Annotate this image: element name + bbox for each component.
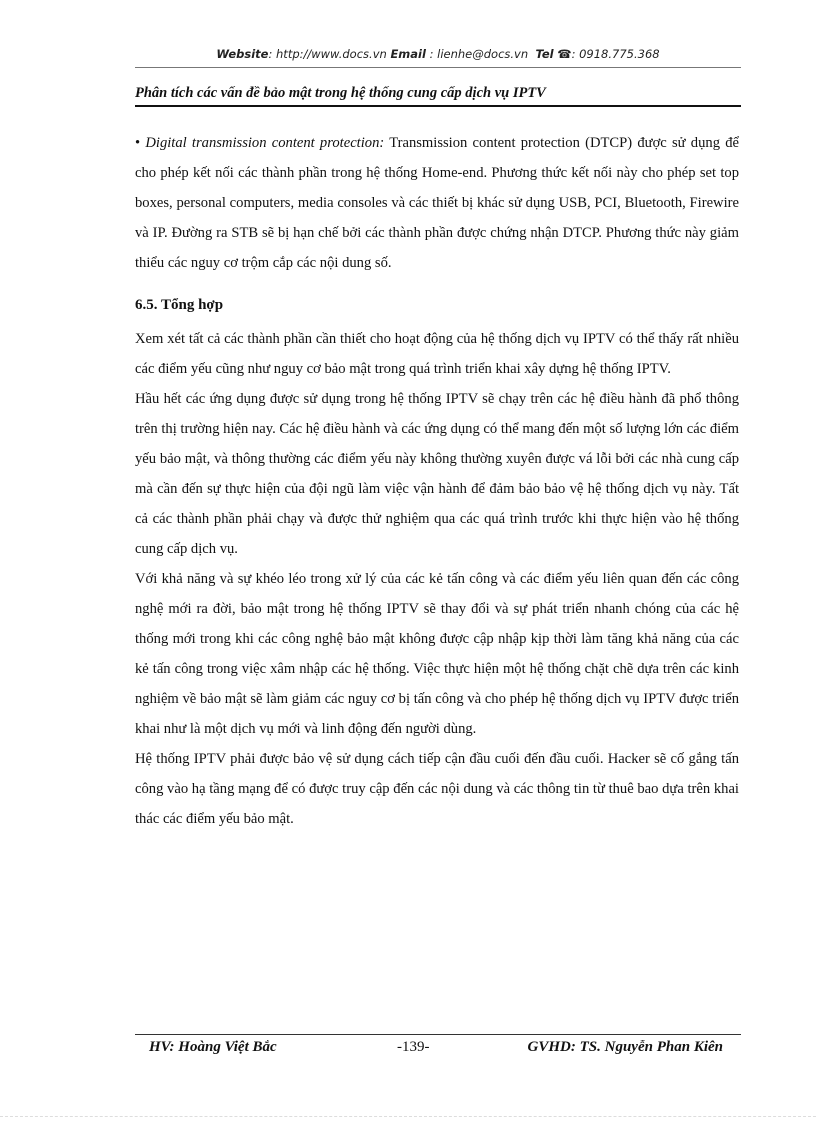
website-sep: : bbox=[268, 47, 277, 61]
email-label: Email bbox=[390, 47, 426, 61]
bullet-term: Digital transmission content protection: bbox=[145, 135, 385, 151]
tel-value: 0918.775.368 bbox=[579, 47, 660, 61]
footer-author: HV: Hoàng Việt Bắc bbox=[149, 1039, 277, 1055]
tel-sep: : bbox=[571, 47, 580, 61]
website-label: Website bbox=[216, 47, 269, 61]
paragraph: Xem xét tất cả các thành phần cần thiết cho hoạt động của hệ thống dịch vụ IPTV có thể thấy rất nhiều các điểm yếu cũng như nguy cơ bảo mật trong quá trình triển khai xây dựng hệ thống IPTV. bbox=[135, 331, 739, 377]
paragraph: Với khả năng và sự khéo léo trong xử lý của các kẻ tấn công và các điểm yếu liên quan đến các công nghệ mới ra đời, bảo mật trong hệ thống IPTV sẽ thay đổi và sự phát triển nhanh chóng của các hệ thống mới trong khi các công nghệ bảo mật không được cập nhập kịp thời làm tăng khả năng của các kẻ tấn công trong việc xâm nhập các hệ thống. Việc thực hiện một hệ thống chặt chẽ dựa trên các kinh nghiệm về bảo mật sẽ làm giảm các nguy cơ bị tấn công và cho phép hệ thống dịch vụ IPTV được triển khai như là một dịch vụ mới và linh động đến người dùng. bbox=[135, 571, 739, 737]
document-body bbox=[135, 128, 739, 834]
page-number: -139- bbox=[397, 1039, 430, 1055]
bullet-paragraph bbox=[135, 128, 739, 278]
section-heading: 6.5. Tổng hợp bbox=[135, 297, 224, 313]
footer-divider bbox=[135, 1034, 741, 1035]
paragraph: Hầu hết các ứng dụng được sử dụng trong hệ thống IPTV sẽ chạy trên các hệ điều hành đã phổ thông trên thị trường hiện nay. Các hệ điều hành và các ứng dụng có thể mang đến một số lượng lớn các điểm yếu bảo mật, và thông thường các điểm yếu này không thường xuyên được vá lỗi bởi các nhà cung cấp mà cần đến sự thực hiện của đội ngũ làm việc vận hành để đảm bảo bảo vệ hệ thống dịch vụ này. Tất cả các thành phần phải chạy và được thử nghiệm qua các quá trình trước khi thực hiện vào hệ thống cung cấp dịch vụ. bbox=[135, 391, 739, 557]
website-url[interactable]: http://www.docs.vn bbox=[276, 47, 387, 61]
page-edge bbox=[0, 1116, 816, 1117]
bullet-text: Transmission content protection (DTCP) được sử dụng để cho phép kết nối các thành phần trong hệ thống Home-end. Phương thức kết nối này cho phép set top boxes, personal computers, media consoles và các thiết bị khác sử dụng USB, PCI, Bluetooth, Firewire và IP. Đường ra STB sẽ bị hạn chế bởi các thành phần được chứng nhận DTCP. Phương thức này giảm thiểu các nguy cơ trộm cắp các nội dung số. bbox=[135, 135, 739, 271]
header-divider bbox=[135, 67, 741, 68]
bullet-marker: • bbox=[135, 135, 141, 151]
website-bar bbox=[135, 47, 741, 61]
document-title: Phân tích các vấn đề bảo mật trong hệ thống cung cấp dịch vụ IPTV bbox=[135, 85, 546, 101]
title-underline bbox=[135, 105, 741, 107]
email-value[interactable]: lienhe@docs.vn bbox=[437, 47, 529, 61]
footer-advisor: GVHD: TS. Nguyễn Phan Kiên bbox=[527, 1039, 723, 1055]
phone-icon: ☎ bbox=[557, 47, 572, 61]
paragraph: Hệ thống IPTV phải được bảo vệ sử dụng cách tiếp cận đầu cuối đến đầu cuối. Hacker sẽ cố gắng tấn công vào hạ tầng mạng để có được truy cập đến các nội dung và các thông tin từ thuê bao dựa trên khai thác các điểm yếu bảo mật. bbox=[135, 751, 739, 827]
tel-label: Tel bbox=[535, 47, 554, 61]
email-sep: : bbox=[425, 47, 438, 61]
